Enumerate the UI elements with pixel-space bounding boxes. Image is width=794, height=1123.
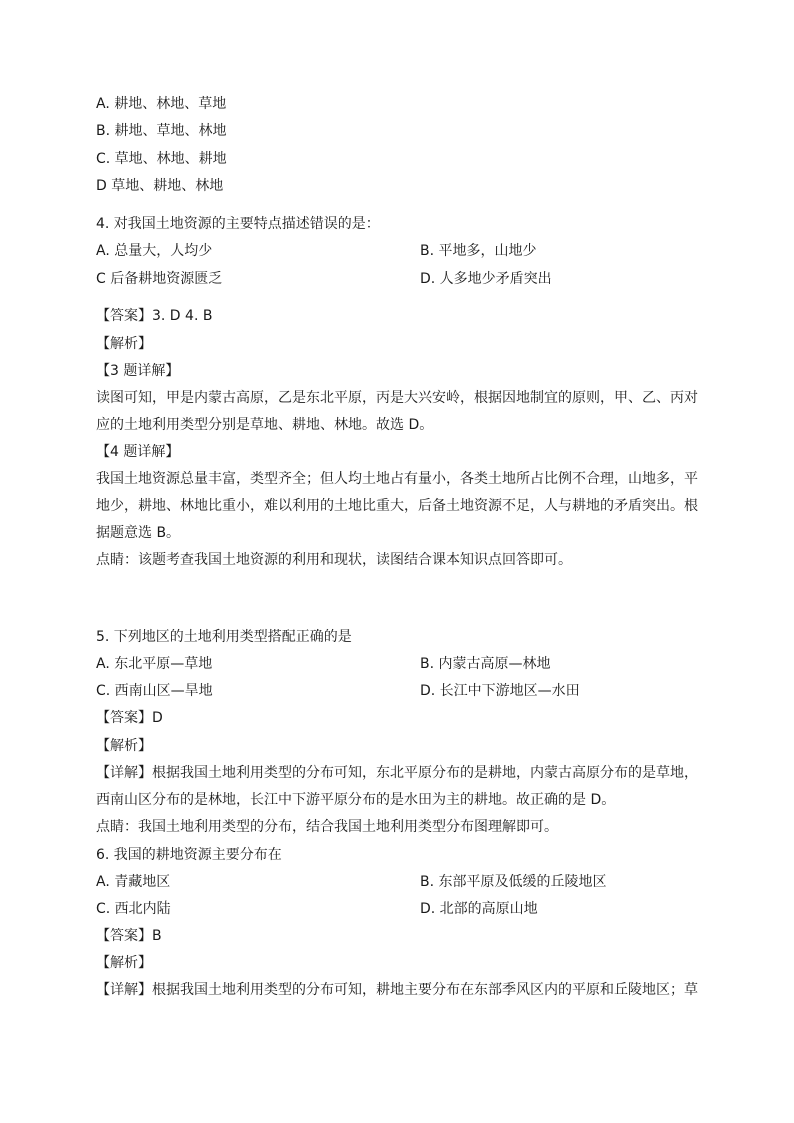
q6-option-c: C. 西北内陆 [96,901,171,917]
q4-detail-text-1: 我国土地资源总量丰富，类型齐全；但人均土地占有量小，各类土地所占比例不合理，山地多，平 [96,471,698,487]
q3-detail-header: 【3 题详解】 [96,363,180,379]
q4-option-b: B. 平地多，山地少 [420,243,537,259]
q5-note: 点睛：我国土地利用类型的分布，结合我国土地利用类型分布图理解即可。 [96,819,558,835]
q3-detail-text-1: 读图可知，甲是内蒙古高原，乙是东北平原，丙是大兴安岭，根据因地制宜的原则，甲、乙、丙对 [96,390,698,406]
q4-option-a: A. 总量大，人均少 [96,243,213,259]
q6-stem: 6. 我国的耕地资源主要分布在 [96,847,282,863]
q5-option-c: C. 西南山区—旱地 [96,683,213,699]
q5-option-b: B. 内蒙古高原—林地 [420,656,551,672]
q3-detail-text-2: 应的土地利用类型分别是草地、耕地、林地。故选 D。 [96,417,434,433]
q6-option-a: A. 青藏地区 [96,874,171,890]
q5-stem: 5. 下列地区的土地利用类型搭配正确的是 [96,629,352,645]
q3-option-d: D 草地、耕地、林地 [96,178,224,194]
q6-analysis-label: 【解析】 [96,955,152,971]
q5-option-a: A. 东北平原—草地 [96,656,213,672]
q34-answer: 【答案】3. D 4. B [96,308,213,324]
q4-detail-text-2: 地少，耕地、林地比重小，难以利用的土地比重大，后备土地资源不足，人与耕地的矛盾突出。根 [96,498,698,514]
q4-option-c: C 后备耕地资源匮乏 [96,271,223,287]
q34-analysis-label: 【解析】 [96,336,152,352]
q4-detail-header: 【4 题详解】 [96,444,180,460]
q5-analysis-label: 【解析】 [96,738,152,754]
q4-detail-text-3: 据题意选 B。 [96,525,181,541]
q5-detail-text-1: 【详解】根据我国土地利用类型的分布可知，东北平原分布的是耕地，内蒙古高原分布的是草地， [96,765,698,781]
q4-option-d: D. 人多地少矛盾突出 [420,271,552,287]
q3-option-c: C. 草地、林地、耕地 [96,151,227,167]
q5-answer: 【答案】D [96,710,163,726]
q4-stem: 4. 对我国土地资源的主要特点描述错误的是： [96,216,380,232]
q34-note: 点睛：该题考查我国土地资源的利用和现状，读图结合课本知识点回答即可。 [96,552,572,568]
q6-detail-text-1: 【详解】根据我国土地利用类型的分布可知，耕地主要分布在东部季风区内的平原和丘陵地区；草 [96,982,698,998]
q3-option-b: B. 耕地、草地、林地 [96,123,227,139]
q6-answer: 【答案】B [96,928,162,944]
q5-option-d: D. 长江中下游地区—水田 [420,683,580,699]
q6-option-b: B. 东部平原及低缓的丘陵地区 [420,874,607,890]
q6-option-d: D. 北部的高原山地 [420,901,538,917]
q3-option-a: A. 耕地、林地、草地 [96,96,227,112]
q5-detail-text-2: 西南山区分布的是林地，长江中下游平原分布的是水田为主的耕地。故正确的是 D。 [96,792,616,808]
